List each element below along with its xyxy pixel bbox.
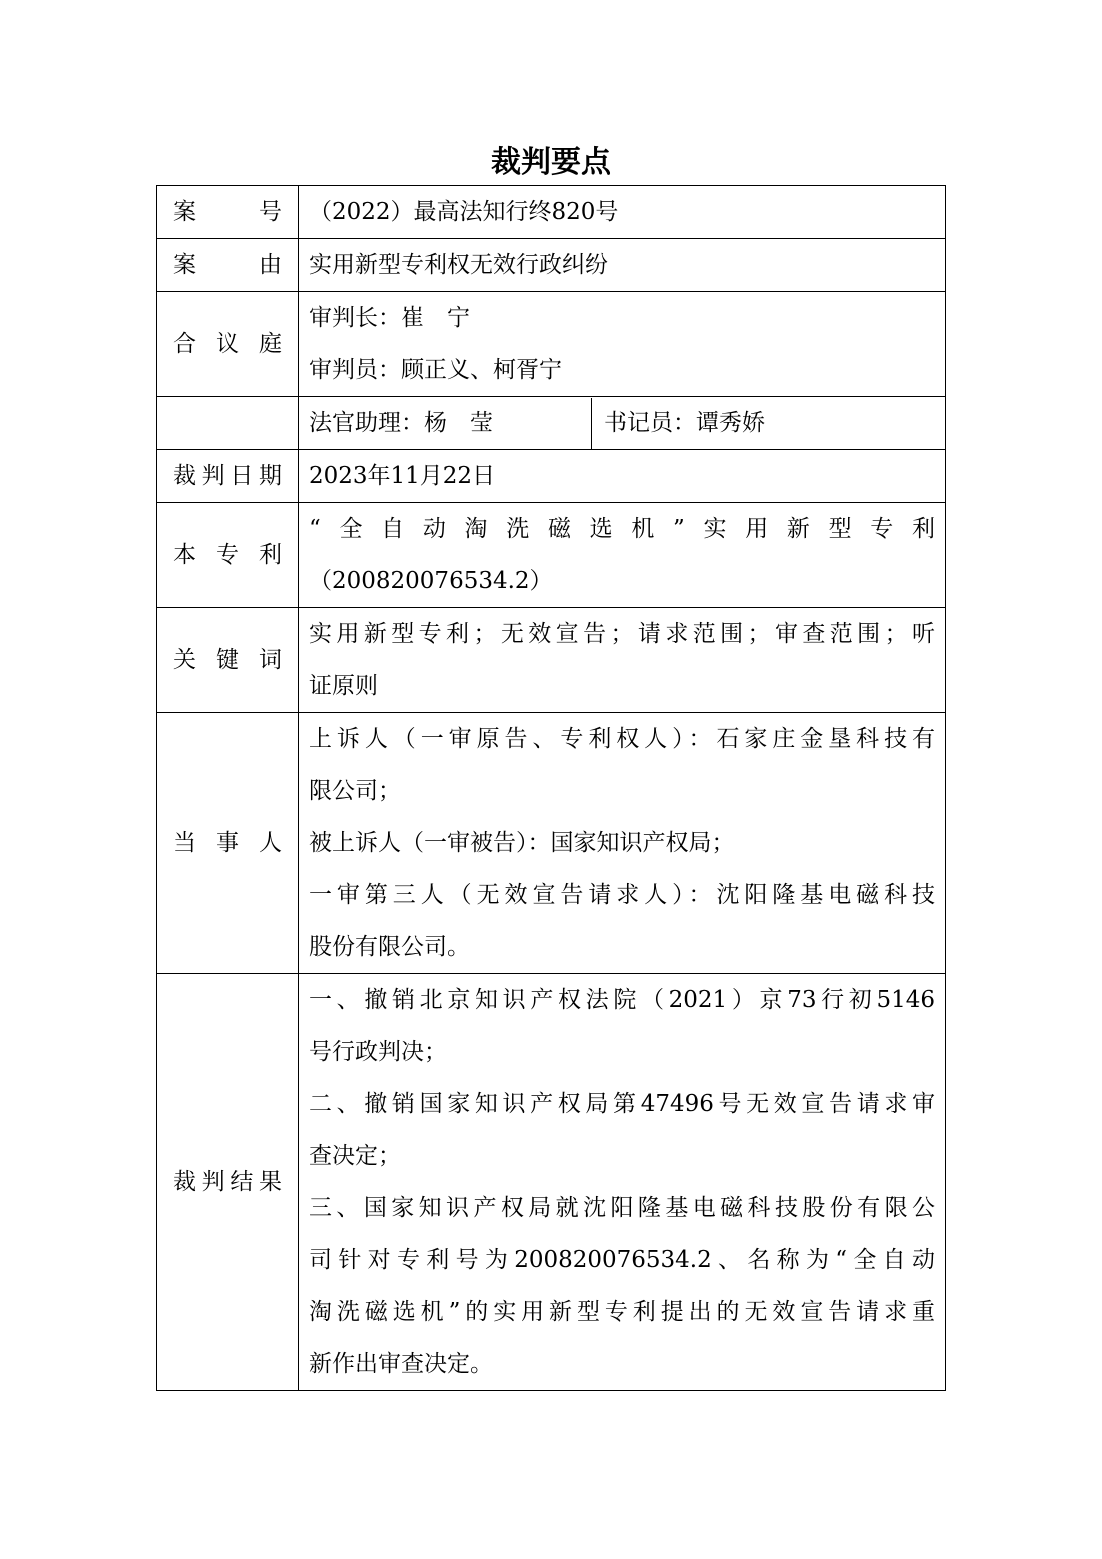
result-line: 三、国家知识产权局就沈阳隆基电磁科技股份有限公	[309, 1195, 935, 1221]
row-cause	[157, 239, 946, 292]
parties-line: 股份有限公司。	[309, 934, 470, 960]
result-line: 新作出审查决定。	[309, 1351, 493, 1377]
value-result	[299, 974, 946, 1391]
row-panel	[157, 292, 946, 397]
judges-text: 审判员：顾正义、柯胥宁	[309, 357, 562, 383]
value-text: 2023年11月22日	[309, 463, 496, 489]
label-parties	[157, 713, 299, 974]
label-date	[157, 450, 299, 503]
result-line: 淘洗磁选机”的实用新型专利提出的无效宣告请求重	[309, 1299, 935, 1325]
label-result	[157, 974, 299, 1391]
keywords-line: 实用新型专利；无效宣告；请求范围；审查范围；听	[309, 621, 935, 647]
result-line: 查决定；	[309, 1143, 401, 1169]
document-title: 裁判要点	[491, 145, 611, 180]
value-text: （2022）最高法知行终820号	[309, 199, 619, 225]
row-case-number	[157, 186, 946, 239]
row-date	[157, 450, 946, 503]
label-panel	[157, 292, 299, 397]
value-panel	[299, 292, 946, 397]
label-text: 合议庭	[173, 331, 282, 357]
value-case-number	[299, 186, 946, 239]
assistant-text: 法官助理：杨 莹	[299, 398, 592, 449]
value-date	[299, 450, 946, 503]
label-text: 关键词	[173, 647, 282, 673]
label-cause	[157, 239, 299, 292]
label-text: 案 号	[173, 199, 282, 225]
result-line: 二、撤销国家知识产权局第47496号无效宣告请求审	[309, 1091, 935, 1117]
label-text: 案 由	[173, 252, 282, 278]
case-info-table	[156, 185, 946, 1391]
row-parties	[157, 713, 946, 974]
row-assistants	[157, 397, 946, 450]
value-assistants	[299, 397, 946, 450]
label-text: 本专利	[173, 542, 282, 568]
value-keywords	[299, 608, 946, 713]
result-line: 号行政判决；	[309, 1039, 447, 1065]
label-assistants	[157, 397, 299, 450]
label-case-number	[157, 186, 299, 239]
label-text: 当事人	[173, 830, 282, 856]
label-patent	[157, 503, 299, 608]
row-keywords	[157, 608, 946, 713]
parties-line: 限公司；	[309, 778, 401, 804]
result-line: 司针对专利号为200820076534.2、名称为“全自动	[309, 1247, 935, 1273]
row-result	[157, 974, 946, 1391]
value-cause	[299, 239, 946, 292]
value-parties	[299, 713, 946, 974]
clerk-text: 书记员：谭秀娇	[604, 409, 765, 436]
parties-line: 上诉人（一审原告、专利权人）：石家庄金垦科技有	[309, 726, 935, 752]
patent-name-text: “全自动淘洗磁选机”实用新型专利	[309, 516, 935, 542]
label-keywords	[157, 608, 299, 713]
label-text: 裁判结果	[173, 1169, 282, 1195]
parties-line: 被上诉人（一审被告）：国家知识产权局；	[309, 830, 735, 856]
patent-number-text: （200820076534.2）	[309, 568, 553, 594]
row-patent	[157, 503, 946, 608]
value-patent	[299, 503, 946, 608]
label-text: 裁判日期	[173, 463, 282, 489]
result-line: 一、撤销北京知识产权法院（2021）京73行初5146	[309, 987, 935, 1013]
chief-judge-text: 审判长：崔 宁	[309, 305, 470, 331]
keywords-line: 证原则	[309, 673, 378, 699]
parties-line: 一审第三人（无效宣告请求人）：沈阳隆基电磁科技	[309, 882, 935, 908]
value-text: 实用新型专利权无效行政纠纷	[309, 252, 608, 278]
